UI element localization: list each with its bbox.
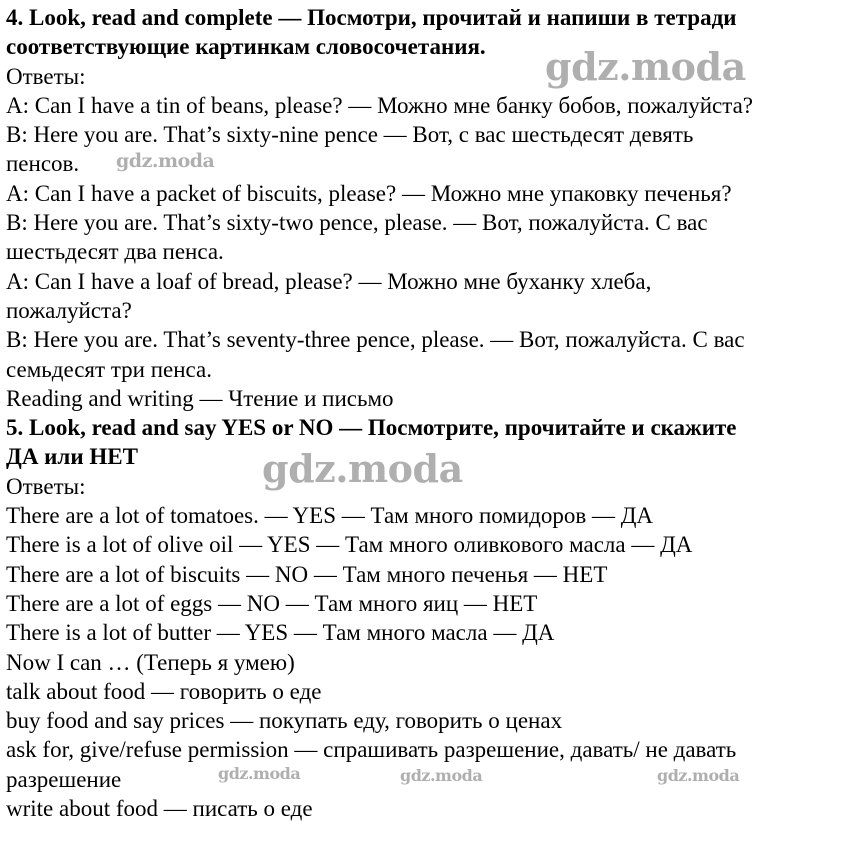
section-5-line: Now I can … (Теперь я умею) xyxy=(6,649,295,675)
section-4-line: B: Here you are. That’s sixty-nine pence — Вот, с вас шестьдесят девять xyxy=(6,122,694,148)
section-4-line: Reading and writing — Чтение и письмо xyxy=(6,385,394,411)
section-5-line: There are a lot of eggs — NO — Там много яиц — НЕТ xyxy=(6,590,538,616)
section-4-line: пенсов. xyxy=(6,151,80,177)
section-5-line: write about food — писать о еде xyxy=(6,796,313,822)
section-4-heading: 4. Look, read and complete — Посмотри, прочитай и напиши в тетради xyxy=(6,5,737,30)
section-4-line: пожалуйста? xyxy=(6,297,132,323)
watermark: gdz.moda xyxy=(262,446,463,491)
section-5-line: There is a lot of olive oil — YES — Там много оливкового масла — ДА xyxy=(6,532,693,558)
section-4-line: B: Here you are. That’s sixty-two pence, please. — Вот, пожалуйста. С вас xyxy=(6,210,708,236)
watermark: gdz.moda xyxy=(545,44,746,89)
section-5-line: There are a lot of biscuits — NO — Там много печенья — НЕТ xyxy=(6,561,608,587)
section-5-line: buy food and say prices — покупать еду, говорить о ценах xyxy=(6,708,563,734)
section-4-line: A: Can I have a packet of biscuits, please? — Можно мне упаковку печенья? xyxy=(6,180,732,206)
section-5-line: There is a lot of butter — YES — Там много масла — ДА xyxy=(6,620,555,646)
section-5-heading: 5. Look, read and say YES or NO — Посмотрите, прочитайте и скажите xyxy=(6,415,737,441)
section-5-heading-cont: ДА или НЕТ xyxy=(6,444,138,470)
section-5-line: разрешение xyxy=(6,766,122,792)
section-5-line: ask for, give/refuse permission — спрашивать разрешение, давать/ не давать xyxy=(6,737,737,763)
section-5-line: There are a lot of tomatoes. — YES — Там много помидоров — ДА xyxy=(6,503,654,529)
section-4-answers-label: Ответы: xyxy=(6,63,86,89)
watermark: gdz.moda xyxy=(657,766,740,785)
section-4-line: шестьдесят два пенса. xyxy=(6,239,224,265)
section-4-line: A: Can I have a loaf of bread, please? — Можно мне буханку хлеба, xyxy=(6,268,652,294)
section-5-line: talk about food — говорить о еде xyxy=(6,678,322,704)
watermark: gdz.moda xyxy=(400,766,483,785)
document-body xyxy=(6,3,848,823)
watermark: gdz.moda xyxy=(116,150,215,172)
section-5-answers-label: Ответы: xyxy=(6,473,86,499)
section-4-line: семьдесят три пенса. xyxy=(6,356,212,382)
section-4-heading-cont: соответствующие картинкам словосочетания. xyxy=(6,34,486,60)
section-4-line: B: Here you are. That’s seventy-three pence, please. — Вот, пожалуйста. С вас xyxy=(6,327,745,353)
watermark: gdz.moda xyxy=(218,764,301,783)
section-4-line: A: Can I have a tin of beans, please? — Можно мне банку бобов, пожалуйста? xyxy=(6,92,754,118)
